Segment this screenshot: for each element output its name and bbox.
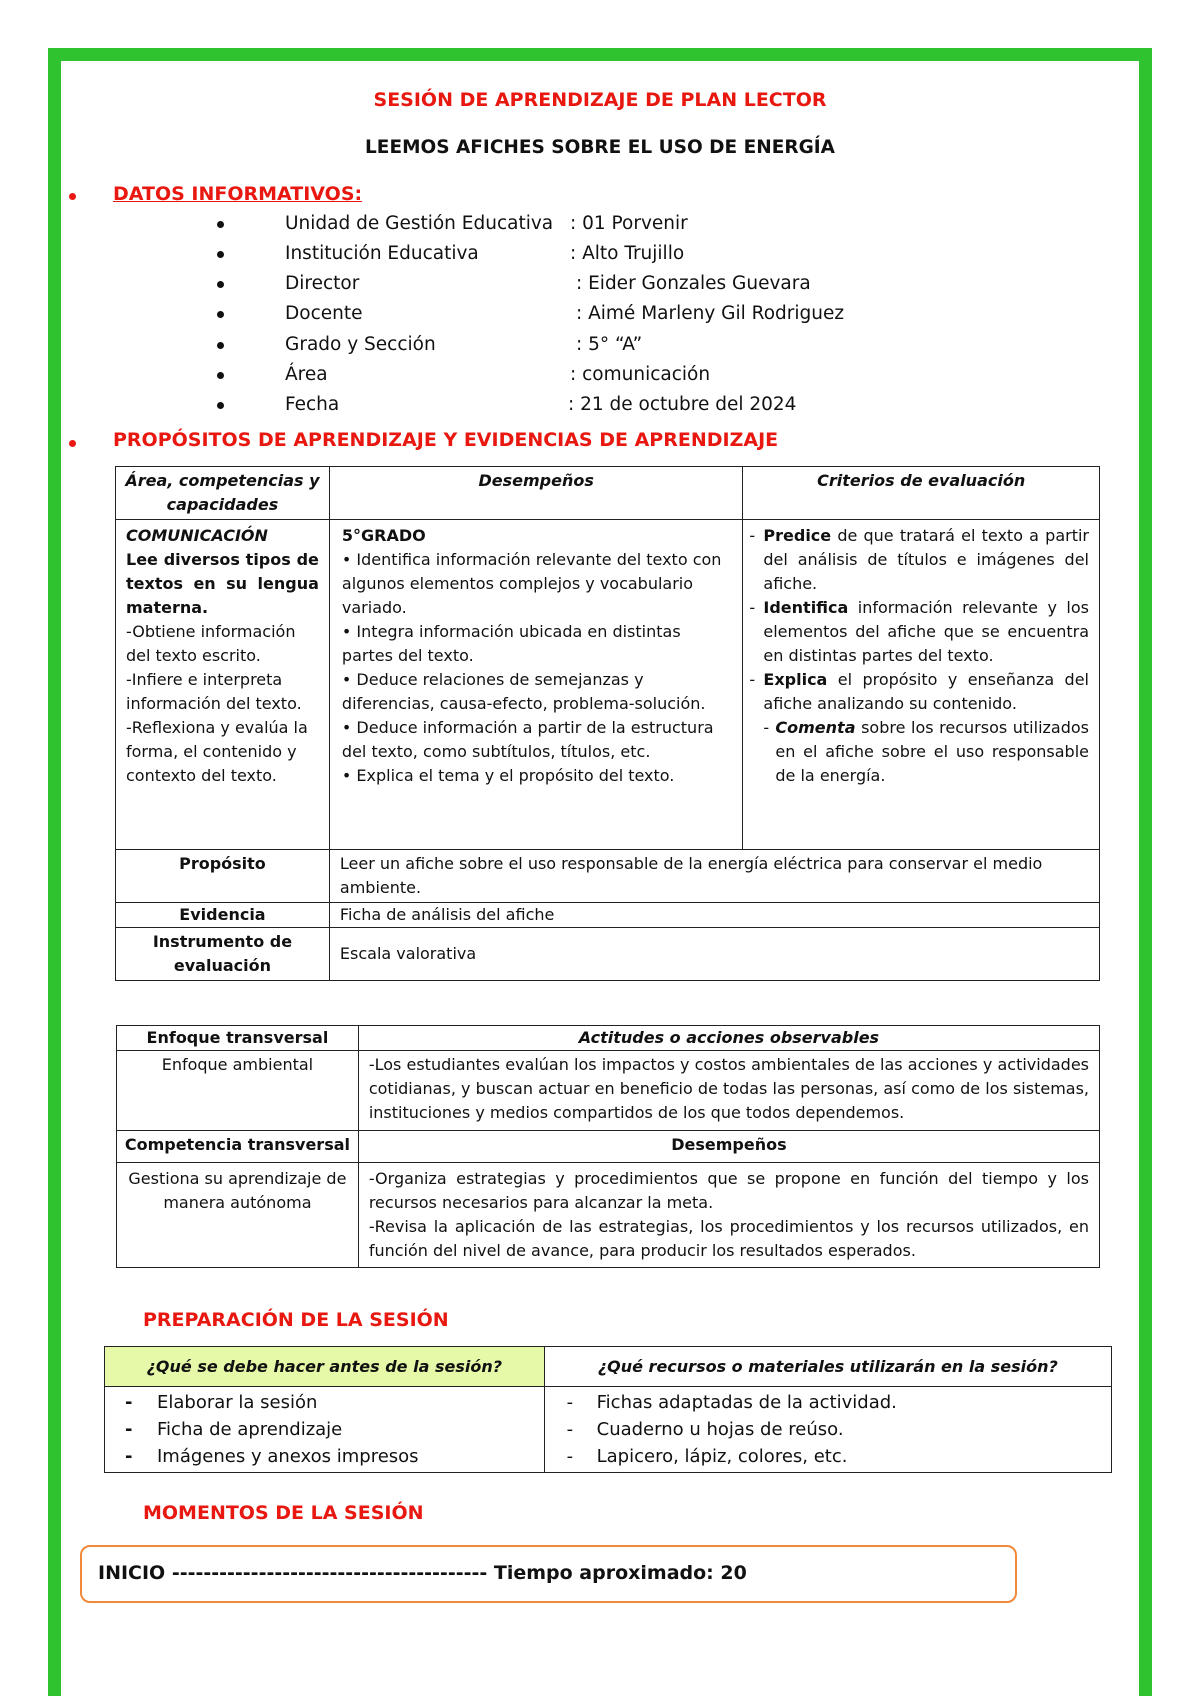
info-label: Docente <box>285 303 363 324</box>
antes-header: ¿Qué se debe hacer antes de la sesión? <box>105 1347 545 1387</box>
enfoque-text: -Los estudiantes evalúan los impactos y costos ambientales de las acciones y actividades cotidianas, y buscan actuar en beneficio de todas las personas, así como de los sistemas, instituciones y medios compartidos de los que todos dependemos. <box>358 1051 1099 1131</box>
info-label: Grado y Sección <box>285 334 436 355</box>
info-value: : 5° “A” <box>576 334 643 355</box>
info-label: Director <box>285 273 360 294</box>
evidencia-label: Evidencia <box>116 903 330 928</box>
competencia-header: Competencia transversal <box>117 1131 359 1163</box>
competencia-text: Lee diversos tipos de textos en su lengua materna. <box>126 550 319 617</box>
list-item: - Ficha de aprendizaje <box>125 1419 343 1440</box>
list-item: - Lapicero, lápiz, colores, etc. <box>566 1446 848 1467</box>
evidencia-text: Ficha de análisis del afiche <box>329 903 1099 928</box>
col-header-criterios: Criterios de evaluación <box>743 467 1100 520</box>
proposito-text: Leer un afiche sobre el uso responsable de la energía eléctrica para conservar el medio ambiente. <box>329 850 1099 903</box>
list-item: - Cuaderno u hojas de reúso. <box>566 1419 844 1440</box>
comp-text: -Revisa la aplicación de las estrategias, los procedimientos y los recursos utilizados, en función del nivel de avance, para producir los resultados esperados. <box>368 1217 1089 1260</box>
competencia-name: Gestiona su aprendizaje de manera autónoma <box>117 1163 359 1268</box>
enfoque-table <box>116 1025 1100 1268</box>
info-value: : 01 Porvenir <box>570 213 688 234</box>
info-value: : comunicación <box>570 364 711 385</box>
list-item: - Fichas adaptadas de la actividad. <box>566 1392 897 1413</box>
desempeno-item: • Deduce relaciones de semejanzas y diferencias, causa-efecto, problema-solución. <box>341 670 706 713</box>
competencia-desempenos <box>358 1163 1099 1268</box>
comp-text: -Organiza estrategias y procedimientos que se propone en función del tiempo y los recursos necesarios para alcanzar la meta. <box>368 1169 1089 1212</box>
area-name: COMUNICACIÓN <box>126 526 268 545</box>
inicio-box: INICIO ---------------------------------------- Tiempo aproximado: 20 <box>80 1545 1017 1603</box>
info-value: : 21 de octubre del 2024 <box>568 394 797 415</box>
datos-heading: DATOS INFORMATIVOS: <box>113 183 363 205</box>
recursos-cell <box>544 1387 1111 1473</box>
bullet-icon <box>217 251 224 258</box>
antes-cell <box>105 1387 545 1473</box>
criterio-item: - Explica el propósito y enseñanza del afiche analizando su contenido. <box>749 670 1089 713</box>
session-subtitle: LEEMOS AFICHES SOBRE EL USO DE ENERGÍA <box>365 137 835 158</box>
propositos-heading: PROPÓSITOS DE APRENDIZAJE Y EVIDENCIAS DE APRENDIZAJE <box>113 429 779 451</box>
bullet-icon <box>217 311 224 318</box>
enfoque-header: Enfoque transversal <box>117 1026 359 1051</box>
desempenos-cell <box>329 520 742 850</box>
actitudes-header: Actitudes o acciones observables <box>358 1026 1099 1051</box>
desempeno-item: • Deduce información a partir de la estructura del texto, como subtítulos, títulos, etc. <box>341 718 714 761</box>
section-bullet <box>69 440 76 447</box>
comp-desempenos-header: Desempeños <box>358 1131 1099 1163</box>
propositos-table <box>115 466 1100 981</box>
recursos-header: ¿Qué recursos o materiales utilizarán en la sesión? <box>544 1347 1111 1387</box>
area-cell <box>116 520 330 850</box>
desempeno-item: • Identifica información relevante del texto con algunos elementos complejos y vocabulario variado. <box>341 550 722 617</box>
capacidad-item: -Infiere e interpreta información del texto. <box>126 670 302 713</box>
info-label: Área <box>285 364 328 385</box>
capacidad-item: -Reflexiona y evalúa la forma, el contenido y contexto del texto. <box>126 718 308 785</box>
bullet-icon <box>217 372 224 379</box>
criterio-item: - Predice de que tratará el texto a partir del análisis de títulos e imágenes del afiche. <box>749 526 1089 593</box>
preparacion-table <box>104 1346 1112 1473</box>
grado-label: 5°GRADO <box>341 526 426 545</box>
instrumento-label: Instrumento de evaluación <box>116 928 330 981</box>
momentos-heading: MOMENTOS DE LA SESIÓN <box>143 1502 424 1524</box>
info-label: Fecha <box>285 394 340 415</box>
preparacion-heading: PREPARACIÓN DE LA SESIÓN <box>143 1309 449 1331</box>
info-label: Institución Educativa <box>285 243 479 264</box>
section-bullet <box>69 193 76 200</box>
capacidad-item: -Obtiene información del texto escrito. <box>126 622 296 665</box>
criterios-cell <box>743 520 1100 850</box>
bullet-icon <box>217 221 224 228</box>
info-value: : Aimé Marleny Gil Rodriguez <box>576 303 845 324</box>
info-value: : Alto Trujillo <box>570 243 685 264</box>
proposito-label: Propósito <box>116 850 330 903</box>
desempeno-item: • Explica el tema y el propósito del texto. <box>341 766 675 785</box>
info-label: Unidad de Gestión Educativa <box>285 213 554 234</box>
session-title: SESIÓN DE APRENDIZAJE DE PLAN LECTOR <box>373 89 827 111</box>
enfoque-name: Enfoque ambiental <box>117 1051 359 1131</box>
list-item: - Elaborar la sesión <box>125 1392 318 1413</box>
instrumento-text: Escala valorativa <box>329 928 1099 981</box>
bullet-icon <box>217 342 224 349</box>
list-item: - Imágenes y anexos impresos <box>125 1446 419 1467</box>
col-header-desempenos: Desempeños <box>329 467 742 520</box>
bullet-icon <box>217 281 224 288</box>
info-value: : Eider Gonzales Guevara <box>576 273 811 294</box>
criterio-item: - Identifica información relevante y los elementos del afiche que se encuentra en distintas partes del texto. <box>749 598 1089 665</box>
bullet-icon <box>217 402 224 409</box>
desempeno-item: • Integra información ubicada en distintas partes del texto. <box>341 622 681 665</box>
col-header-area: Área, competencias y capacidades <box>116 467 330 520</box>
criterio-item: - Comenta sobre los recursos utilizados en el afiche sobre el uso responsable de la energía. <box>763 718 1089 785</box>
